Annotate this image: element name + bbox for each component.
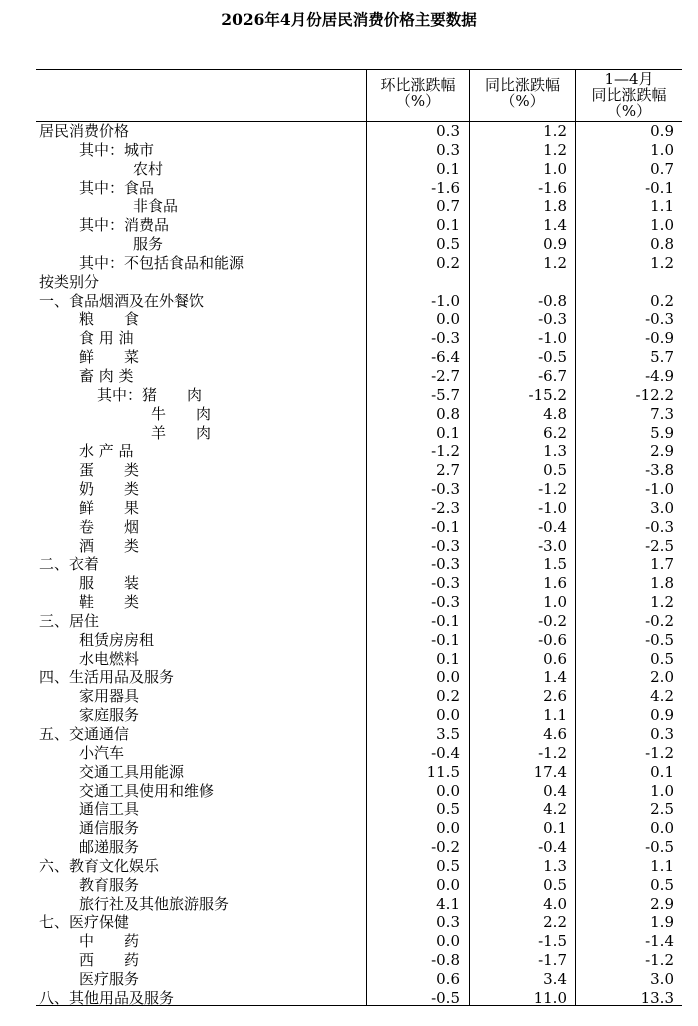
row-value-ytd: 0.5 xyxy=(650,875,674,894)
row-value-mom: -0.1 xyxy=(431,630,460,649)
table-row xyxy=(36,913,682,932)
row-label: 服 装 xyxy=(79,574,140,593)
row-value-yoy: -0.5 xyxy=(538,348,567,367)
row-value-yoy: -6.7 xyxy=(538,366,567,385)
table-body xyxy=(36,122,682,1008)
row-value-ytd: 4.2 xyxy=(650,687,674,706)
row-value-ytd: 1.0 xyxy=(650,781,674,800)
row-value-ytd: 1.9 xyxy=(650,913,674,932)
table-row xyxy=(36,574,682,593)
row-value-mom: -0.3 xyxy=(431,480,460,499)
row-value-mom: 0.3 xyxy=(436,913,460,932)
table-row xyxy=(36,179,682,198)
row-value-ytd: -4.9 xyxy=(645,366,674,385)
row-value-mom: 0.0 xyxy=(436,781,460,800)
row-value-mom: 0.8 xyxy=(436,404,460,423)
table-row xyxy=(36,141,682,160)
row-value-yoy: 1.2 xyxy=(543,253,567,272)
row-value-yoy: -0.4 xyxy=(538,838,567,857)
row-value-ytd: 5.9 xyxy=(650,423,674,442)
row-value-ytd: 2.5 xyxy=(650,800,674,819)
table-row xyxy=(36,499,682,518)
table-row xyxy=(36,593,682,612)
row-label: 五、交通通信 xyxy=(39,725,130,743)
row-value-ytd: -1.4 xyxy=(645,932,674,951)
row-label: 农村 xyxy=(133,159,164,178)
row-value-ytd: 0.9 xyxy=(650,706,674,725)
row-value-mom: 0.5 xyxy=(436,235,460,254)
row-label: 其中：猪 肉 xyxy=(97,385,203,404)
table-row xyxy=(36,895,682,914)
row-label: 非食品 xyxy=(133,197,179,216)
row-value-mom: -0.3 xyxy=(431,555,460,574)
row-label: 卷 烟 xyxy=(79,517,140,536)
row-label: 其中：食品 xyxy=(79,178,155,197)
row-value-yoy: -0.6 xyxy=(538,630,567,649)
row-value-mom: 0.3 xyxy=(436,140,460,159)
row-label: 交通工具用能源 xyxy=(79,762,185,781)
row-value-ytd: 1.0 xyxy=(650,140,674,159)
table-row xyxy=(36,706,682,725)
row-value-yoy: 0.4 xyxy=(543,781,567,800)
row-value-ytd: -0.2 xyxy=(645,611,674,630)
row-value-mom: -0.3 xyxy=(431,574,460,593)
row-value-mom: -0.2 xyxy=(431,838,460,857)
table-row xyxy=(36,800,682,819)
row-value-mom: -0.3 xyxy=(431,593,460,612)
row-value-yoy: 0.1 xyxy=(543,819,567,838)
row-value-yoy: 0.5 xyxy=(543,875,567,894)
row-value-ytd: -0.3 xyxy=(645,310,674,329)
table-row xyxy=(36,819,682,838)
row-value-yoy: 1.3 xyxy=(543,856,567,875)
table-row xyxy=(36,461,682,480)
row-value-ytd: 0.7 xyxy=(650,159,674,178)
row-value-mom: 0.2 xyxy=(436,253,460,272)
header-yoy-label: 同比涨跌幅 xyxy=(484,76,560,94)
row-value-mom: -0.8 xyxy=(431,951,460,970)
row-value-ytd: 0.2 xyxy=(650,291,674,310)
row-value-mom: 0.1 xyxy=(436,423,460,442)
row-value-yoy: -1.6 xyxy=(538,178,567,197)
row-label: 邮递服务 xyxy=(79,838,140,857)
row-value-yoy: 2.2 xyxy=(543,913,567,932)
row-value-yoy: 1.2 xyxy=(543,122,567,140)
row-value-mom: 0.5 xyxy=(436,856,460,875)
table-row xyxy=(36,763,682,782)
row-label: 奶 类 xyxy=(79,480,140,499)
row-value-ytd: 2.9 xyxy=(650,442,674,461)
row-label: 水电燃料 xyxy=(79,649,140,668)
row-label: 居民消费价格 xyxy=(39,122,130,140)
row-value-yoy: -0.3 xyxy=(538,310,567,329)
table-row xyxy=(36,405,682,424)
table-row xyxy=(36,668,682,687)
row-label: 鲜 菜 xyxy=(79,348,140,367)
header-ytd xyxy=(576,71,682,122)
header-mom xyxy=(367,77,469,128)
row-value-yoy: 1.1 xyxy=(543,706,567,725)
row-value-ytd: -1.2 xyxy=(645,951,674,970)
table-row xyxy=(36,687,682,706)
row-value-yoy: 1.8 xyxy=(543,197,567,216)
row-value-ytd: -2.5 xyxy=(645,536,674,555)
row-label: 牛 肉 xyxy=(151,404,212,423)
row-label: 鞋 类 xyxy=(79,593,140,612)
table-row xyxy=(36,650,682,669)
row-value-yoy: 0.6 xyxy=(543,649,567,668)
row-value-mom: 0.6 xyxy=(436,969,460,988)
row-value-yoy: 2.6 xyxy=(543,687,567,706)
table-title: 2026年4月份居民消费价格主要数据 xyxy=(221,10,477,29)
row-label: 四、生活用品及服务 xyxy=(39,668,175,687)
row-value-mom: 0.1 xyxy=(436,649,460,668)
row-value-ytd: 3.0 xyxy=(650,498,674,517)
row-label: 粮 食 xyxy=(79,310,140,329)
row-value-ytd: -0.9 xyxy=(645,329,674,348)
table-row xyxy=(36,329,682,348)
row-value-yoy: 1.4 xyxy=(543,668,567,687)
table-row xyxy=(36,612,682,631)
row-value-mom: -2.3 xyxy=(431,498,460,517)
row-label: 蛋 类 xyxy=(79,461,140,480)
table-row xyxy=(36,197,682,216)
row-value-mom: -5.7 xyxy=(431,385,460,404)
row-value-ytd: -1.0 xyxy=(645,480,674,499)
row-label: 小汽车 xyxy=(79,743,125,762)
row-value-ytd: 0.3 xyxy=(650,725,674,743)
table-row xyxy=(36,235,682,254)
row-value-mom: 0.0 xyxy=(436,668,460,687)
table-row xyxy=(36,725,682,744)
row-label: 旅行社及其他旅游服务 xyxy=(79,894,230,913)
row-label: 租赁房房租 xyxy=(79,630,155,649)
row-label: 畜 肉 类 xyxy=(79,366,134,385)
row-value-yoy: 3.4 xyxy=(543,969,567,988)
header-yoy xyxy=(470,77,575,128)
row-value-yoy: -0.4 xyxy=(538,517,567,536)
row-value-yoy: -3.0 xyxy=(538,536,567,555)
row-label: 其中：消费品 xyxy=(79,216,170,235)
table-row xyxy=(36,442,682,461)
table-row xyxy=(36,292,682,311)
row-value-yoy: -0.2 xyxy=(538,611,567,630)
row-value-yoy: 11.0 xyxy=(533,988,567,1007)
row-value-yoy: -15.2 xyxy=(528,385,567,404)
row-value-mom: 0.1 xyxy=(436,216,460,235)
header-ytd-period: 1—4月 xyxy=(604,70,654,88)
row-value-yoy: -1.0 xyxy=(538,498,567,517)
header-mom-label: 环比涨跌幅 xyxy=(380,76,456,94)
table-row xyxy=(36,631,682,650)
row-value-ytd: 1.1 xyxy=(650,197,674,216)
row-value-ytd: 13.3 xyxy=(640,988,674,1007)
row-label: 七、医疗保健 xyxy=(39,913,130,932)
table-row xyxy=(36,518,682,537)
row-value-yoy: 1.0 xyxy=(543,593,567,612)
row-label: 服务 xyxy=(133,235,164,254)
row-value-ytd: 1.7 xyxy=(650,555,674,574)
row-label: 交通工具使用和维修 xyxy=(79,781,215,800)
table-row xyxy=(36,310,682,329)
table-row xyxy=(36,348,682,367)
header-ytd-unit: （%） xyxy=(606,102,652,120)
table-row xyxy=(36,932,682,951)
row-value-ytd: 0.1 xyxy=(650,762,674,781)
table-row xyxy=(36,744,682,763)
row-label: 三、居住 xyxy=(39,611,100,630)
row-label: 羊 肉 xyxy=(151,423,212,442)
row-value-mom: -0.3 xyxy=(431,536,460,555)
row-value-ytd: 3.0 xyxy=(650,969,674,988)
row-label: 二、衣着 xyxy=(39,555,100,574)
row-label: 西 药 xyxy=(79,951,140,970)
row-label: 八、其他用品及服务 xyxy=(39,988,175,1007)
table-row xyxy=(36,537,682,556)
row-value-yoy: 1.2 xyxy=(543,140,567,159)
row-value-yoy: 1.4 xyxy=(543,216,567,235)
cpi-table xyxy=(36,69,682,1006)
row-value-ytd: -1.2 xyxy=(645,743,674,762)
table-row xyxy=(36,367,682,386)
row-value-ytd: 2.0 xyxy=(650,668,674,687)
row-value-ytd: -0.5 xyxy=(645,838,674,857)
row-value-yoy: -1.0 xyxy=(538,329,567,348)
row-value-ytd: -0.3 xyxy=(645,517,674,536)
row-label: 通信服务 xyxy=(79,819,140,838)
table-row xyxy=(36,782,682,801)
row-value-mom: 3.5 xyxy=(436,725,460,743)
header-ytd-label: 同比涨跌幅 xyxy=(591,86,667,104)
row-value-ytd: -0.5 xyxy=(645,630,674,649)
table-row xyxy=(36,555,682,574)
row-label: 食 用 油 xyxy=(79,329,134,348)
row-label: 水 产 品 xyxy=(79,442,134,461)
row-value-mom: -1.2 xyxy=(431,442,460,461)
table-row xyxy=(36,876,682,895)
row-label: 一、食品烟酒及在外餐饮 xyxy=(39,291,205,310)
row-label: 其中：城市 xyxy=(79,140,155,159)
row-value-yoy: 17.4 xyxy=(533,762,567,781)
row-value-ytd: 1.2 xyxy=(650,253,674,272)
row-value-ytd: 1.2 xyxy=(650,593,674,612)
row-value-yoy: 1.3 xyxy=(543,442,567,461)
table-row xyxy=(36,857,682,876)
row-value-mom: 0.5 xyxy=(436,800,460,819)
header-yoy-unit: （%） xyxy=(500,92,545,110)
table-row xyxy=(36,122,682,141)
row-value-mom: 0.0 xyxy=(436,875,460,894)
row-value-ytd: -3.8 xyxy=(645,461,674,480)
row-label: 酒 类 xyxy=(79,536,140,555)
row-value-mom: 0.2 xyxy=(436,687,460,706)
row-value-mom: -0.5 xyxy=(431,988,460,1007)
table-row xyxy=(36,989,682,1008)
row-value-yoy: 1.5 xyxy=(543,555,567,574)
row-label: 医疗服务 xyxy=(79,969,140,988)
row-value-yoy: 1.0 xyxy=(543,159,567,178)
table-row xyxy=(36,386,682,405)
row-value-mom: -6.4 xyxy=(431,348,460,367)
row-value-mom: 0.7 xyxy=(436,197,460,216)
row-value-mom: 11.5 xyxy=(426,762,460,781)
row-value-mom: 0.0 xyxy=(436,932,460,951)
row-value-yoy: 4.2 xyxy=(543,800,567,819)
row-value-yoy: 4.0 xyxy=(543,894,567,913)
table-row xyxy=(36,160,682,179)
row-value-mom: 0.0 xyxy=(436,819,460,838)
table-row xyxy=(36,970,682,989)
row-value-ytd: 0.8 xyxy=(650,235,674,254)
row-label: 通信工具 xyxy=(79,800,140,819)
table-row xyxy=(36,480,682,499)
row-label: 教育服务 xyxy=(79,875,140,894)
row-value-ytd: 1.0 xyxy=(650,216,674,235)
row-value-ytd: 0.0 xyxy=(650,819,674,838)
row-value-yoy: 1.6 xyxy=(543,574,567,593)
row-value-yoy: 0.5 xyxy=(543,461,567,480)
row-value-mom: 0.0 xyxy=(436,706,460,725)
row-value-yoy: -1.7 xyxy=(538,951,567,970)
row-label: 鲜 果 xyxy=(79,498,140,517)
row-label: 六、教育文化娱乐 xyxy=(39,856,160,875)
row-value-ytd: -12.2 xyxy=(635,385,674,404)
row-label: 其中：不包括食品和能源 xyxy=(79,253,245,272)
row-value-mom: 0.1 xyxy=(436,159,460,178)
row-value-ytd: 1.8 xyxy=(650,574,674,593)
table-row xyxy=(36,838,682,857)
row-value-yoy: 6.2 xyxy=(543,423,567,442)
row-value-ytd: 5.7 xyxy=(650,348,674,367)
row-value-mom: -2.7 xyxy=(431,366,460,385)
row-label: 家庭服务 xyxy=(79,706,140,725)
row-value-ytd: 7.3 xyxy=(650,404,674,423)
row-value-mom: 2.7 xyxy=(436,461,460,480)
row-value-mom: -1.0 xyxy=(431,291,460,310)
row-label: 中 药 xyxy=(79,932,140,951)
row-value-mom: -0.3 xyxy=(431,329,460,348)
row-value-yoy: -1.2 xyxy=(538,480,567,499)
row-value-ytd: 0.5 xyxy=(650,649,674,668)
table-row xyxy=(36,216,682,235)
row-value-yoy: 4.8 xyxy=(543,404,567,423)
header-mom-unit: （%） xyxy=(395,92,441,110)
table-row xyxy=(36,424,682,443)
table-row xyxy=(36,273,682,292)
row-label: 按类别分 xyxy=(39,272,100,291)
row-value-mom: -0.1 xyxy=(431,517,460,536)
row-value-mom: -1.6 xyxy=(431,178,460,197)
row-value-ytd: 2.9 xyxy=(650,894,674,913)
row-value-ytd: -0.1 xyxy=(645,178,674,197)
row-value-yoy: 4.6 xyxy=(543,725,567,743)
row-value-mom: -0.1 xyxy=(431,611,460,630)
row-value-ytd: 0.9 xyxy=(650,122,674,140)
row-value-yoy: 0.9 xyxy=(543,235,567,254)
table-row xyxy=(36,254,682,273)
row-value-ytd: 1.1 xyxy=(650,856,674,875)
row-value-yoy: -0.8 xyxy=(538,291,567,310)
row-value-mom: 4.1 xyxy=(436,894,460,913)
row-value-mom: -0.4 xyxy=(431,743,460,762)
row-value-mom: 0.0 xyxy=(436,310,460,329)
row-value-mom: 0.3 xyxy=(436,122,460,140)
row-label: 家用器具 xyxy=(79,687,140,706)
table-row xyxy=(36,951,682,970)
row-value-yoy: -1.5 xyxy=(538,932,567,951)
row-value-yoy: -1.2 xyxy=(538,743,567,762)
